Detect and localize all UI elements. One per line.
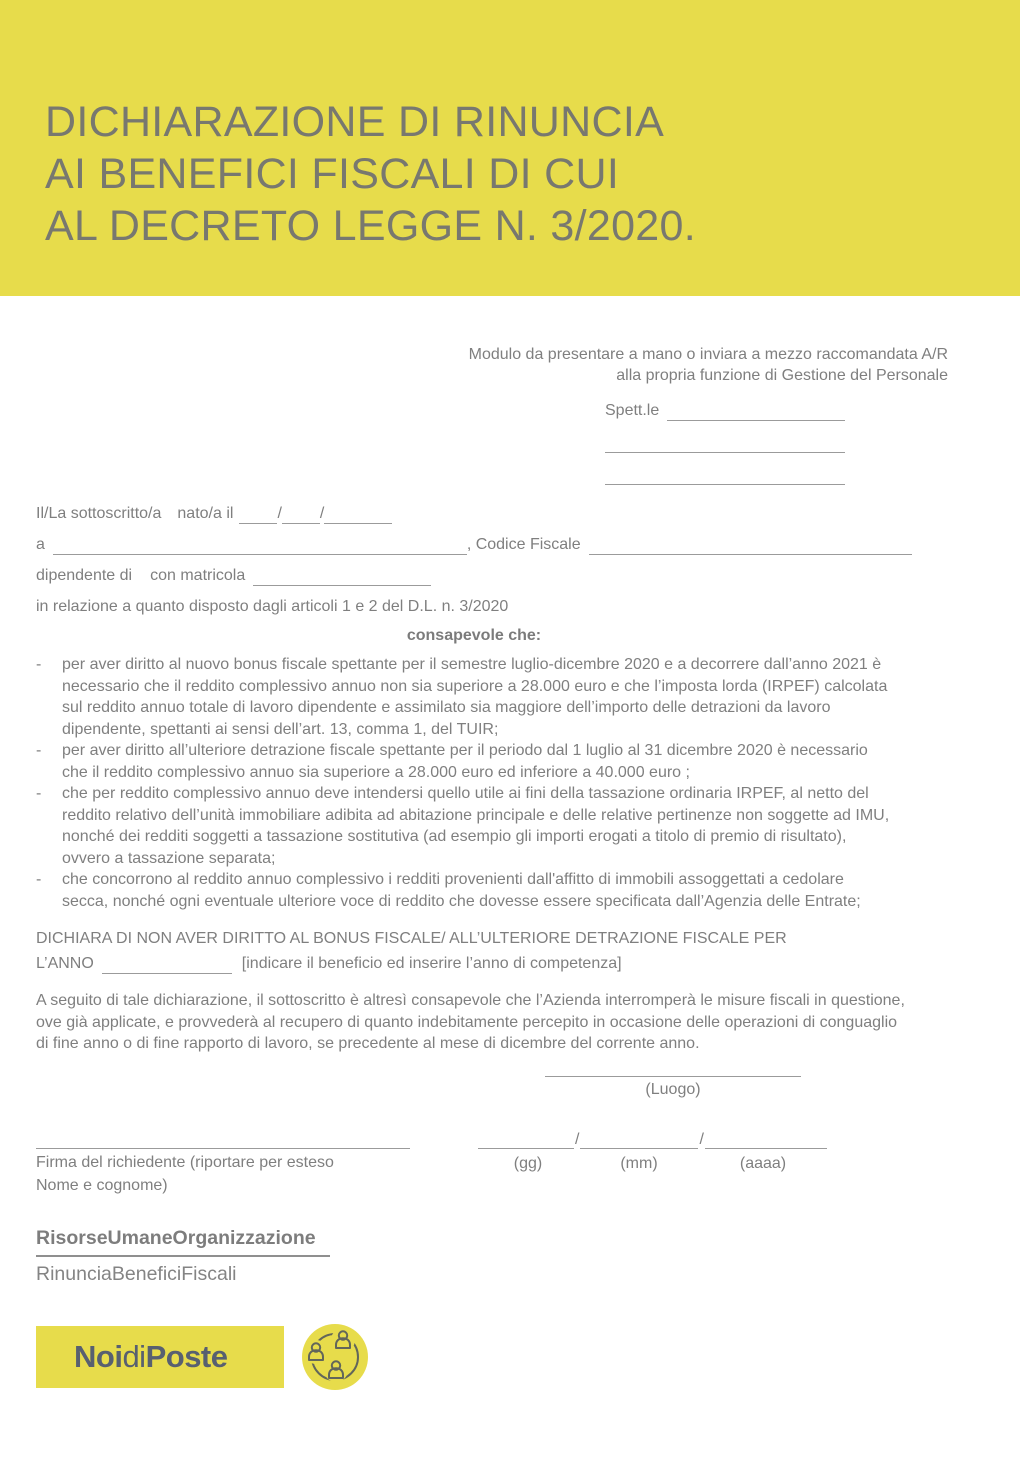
noidiposte-logo (36, 1326, 284, 1388)
subscriber-label: Il/La sottoscritto/a (36, 505, 162, 522)
matricola-field[interactable] (253, 585, 431, 586)
addressee-block (605, 400, 845, 485)
employer-label: dipendente di (36, 567, 133, 584)
logo-part-poste: Poste (145, 1338, 228, 1374)
signature-caption-line-1: Firma del richiedente (riportare per esteso (36, 1153, 334, 1171)
birth-day-field[interactable] (239, 523, 277, 524)
fiscal-code-label: , Codice Fiscale (466, 536, 581, 553)
date-slash-4: / (699, 1130, 704, 1148)
date-slash-1: / (277, 505, 282, 522)
delivery-note (0, 344, 1020, 386)
doc-name-ref: RinunciaBeneficiFiscali (36, 1262, 237, 1285)
birth-month-field[interactable] (282, 523, 320, 524)
noidiposte-logo-text (74, 1339, 228, 1375)
bullet-item (36, 654, 892, 740)
signature-section (36, 1128, 912, 1197)
relation-line: in relazione a quanto disposto dagli articoli 1 e 2 del D.L. n. 3/2020 (36, 598, 509, 615)
bullet-item (36, 783, 892, 869)
addressee-field-2[interactable] (605, 452, 845, 453)
bullet-text: per aver diritto all’ulteriore detrazione fiscale spettante per il periodo dal 1 luglio al 31 dicembre 2020 è necessario che il reddito complessivo annuo sia superiore a 28.000 euro ed inferiore a 40.000 euro ; (62, 742, 868, 781)
bullet-dash: - (36, 656, 42, 673)
spettle-label: Spett.le (605, 402, 660, 419)
logo-part-noi: Noi (74, 1338, 123, 1374)
delivery-note-line-2: alla propria funzione di Gestione del Personale (616, 367, 948, 384)
luogo-block (545, 1063, 801, 1100)
date-slash-2: / (319, 505, 325, 522)
bullet-text: per aver diritto al nuovo bonus fiscale spettante per il semestre luglio-dicembre 2020 e a decorrere dall’anno 2021 è necessario che il reddito complessivo annuo non sia superiore a 28.000 euro e che l’imposta lorda (IRPEF) calcolata sul reddito annuo totale di lavoro dipendente e assimilato sia maggiore dell’importo delle detrazioni da lavoro dipendente, spettanti ai sensi dell’art. 13, comma 1, del TUIR; (62, 656, 888, 738)
signature-caption-line-2: Nome e cognome) (36, 1176, 168, 1194)
org-ref: RisorseUmaneOrganizzazione (36, 1227, 330, 1257)
bullet-text: che per reddito complessivo annuo deve intendersi quello utile ai fini della tassazione ordinaria IRPEF, al netto del reddito relativo dell’unità immobiliare adibita ad abitazione principale e delle relative pertinenze non soggette ad IMU, nonché dei redditi soggetti a tassazione sostitutiva (ad esempio gli importi erogati a titolo di premio di risultato), ovvero a tassazione separata; (62, 785, 890, 867)
date-slash-3: / (575, 1130, 580, 1148)
luogo-label: (Luogo) (645, 1080, 701, 1098)
anno-label: L’ANNO (36, 955, 94, 972)
bullet-item (36, 869, 892, 912)
bullet-dash: - (36, 742, 42, 759)
date-month-field[interactable] (580, 1148, 698, 1149)
aaaa-label: (aaaa) (739, 1154, 787, 1172)
employer-row (36, 565, 912, 586)
luogo-field[interactable] (545, 1076, 801, 1077)
birthplace-field[interactable] (53, 554, 467, 555)
declaration-block (36, 928, 912, 974)
date-day-field[interactable] (478, 1148, 574, 1149)
document-refs (36, 1227, 1020, 1286)
addressee-field-3[interactable] (605, 484, 845, 485)
document-title-line-2: AI BENEFICI FISCALI DI CUI (45, 150, 620, 198)
date-year-field[interactable] (705, 1148, 827, 1149)
gg-label: (gg) (513, 1154, 543, 1172)
delivery-note-line-1: Modulo da presentare a mano o inviara a mezzo raccomandata A/R (468, 346, 948, 363)
bullet-dash: - (36, 871, 42, 888)
bullet-dash: - (36, 785, 42, 802)
birthplace-row (36, 534, 912, 555)
people-community-icon (300, 1322, 370, 1392)
footer (36, 1322, 1020, 1392)
bullet-item (36, 740, 892, 783)
addressee-field-1[interactable] (667, 420, 845, 421)
declaration-line-1: DICHIARA DI NON AVER DIRITTO AL BONUS FISCALE/ ALL’ULTERIORE DETRAZIONE FISCALE PER (36, 930, 787, 947)
document-title-line-1: DICHIARAZIONE DI RINUNCIA (45, 98, 665, 146)
bullet-list (36, 654, 912, 912)
anno-field[interactable] (102, 973, 232, 974)
signature-field[interactable] (36, 1148, 410, 1149)
born-label: nato/a il (177, 505, 234, 522)
matricola-label: con matricola (150, 567, 246, 584)
bullet-text: che concorrono al reddito annuo complessivo i redditi provenienti dall'affitto di immobili assoggettati a cedolare secca, nonché ogni eventuale ulteriore voce di reddito che dovesse essere specificata dall’Agenzia delle Entrate; (62, 871, 861, 910)
declaration-note: [indicare il beneficio ed inserire l’anno di competenza] (241, 955, 622, 972)
mm-label: (mm) (620, 1154, 658, 1172)
birth-year-field[interactable] (324, 523, 392, 524)
document-title-line-3: AL DECRETO LEGGE N. 3/2020. (45, 202, 696, 250)
birthplace-prefix: a (36, 536, 45, 553)
date-fields (478, 1128, 827, 1197)
subscriber-row (36, 503, 912, 524)
logo-part-di: di (122, 1338, 146, 1374)
fiscal-code-field[interactable] (589, 554, 912, 555)
consequence-paragraph: A seguito di tale dichiarazione, il sottoscritto è altresì consapevole che l’Azienda interromperà le misure fiscali in questione, ove già applicate, e provvederà al recupero di quanto indebitamente percepito in occasione delle operazioni di conguaglio di fine anno o di fine rapporto di lavoro, se precedente al mese di dicembre del corrente anno. (36, 992, 905, 1052)
header-banner (0, 0, 1020, 296)
aware-heading: consapevole che: (406, 627, 542, 644)
